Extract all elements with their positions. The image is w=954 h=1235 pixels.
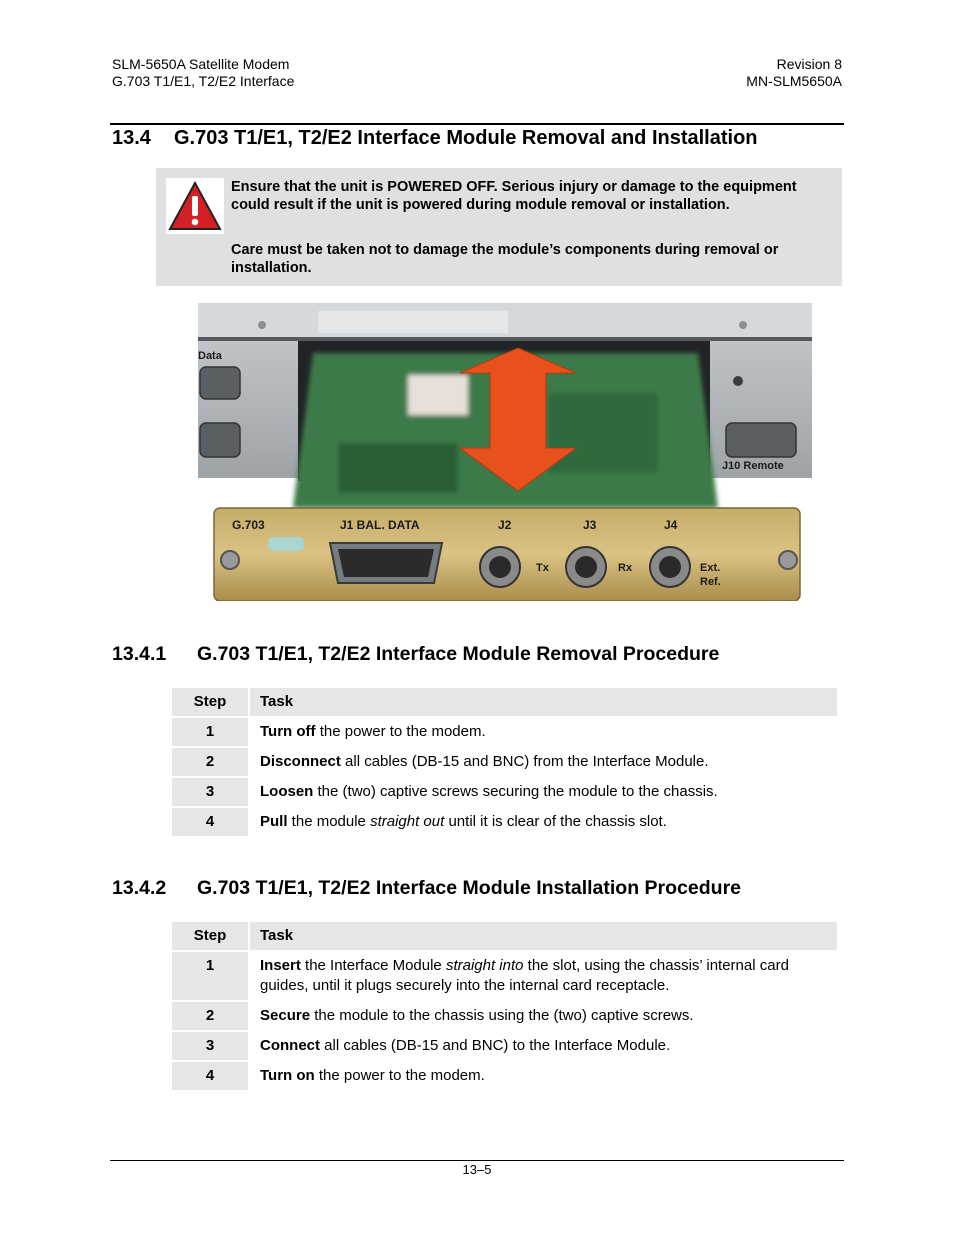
footer-rule xyxy=(110,1160,844,1161)
task-text: the module xyxy=(287,813,371,830)
status-led xyxy=(268,537,304,551)
panel-label-j2: J2 xyxy=(498,518,512,532)
table-row xyxy=(172,808,837,836)
task-text: the module to the chassis using the (two) captive screws. xyxy=(310,1007,694,1024)
removal-heading xyxy=(112,643,719,666)
page-number: 13–5 xyxy=(462,1162,492,1177)
task-action: Connect xyxy=(260,1037,320,1054)
header-rule xyxy=(110,123,844,125)
col-task-header: Task xyxy=(250,688,837,716)
warning-text-power: Ensure that the unit is POWERED OFF. Serious injury or damage to the equipment could result if the unit is powered during module removal or installation. xyxy=(231,179,797,213)
panel-label-j3: J3 xyxy=(583,518,597,532)
section-number: 13.4 xyxy=(112,127,151,149)
step-task xyxy=(250,1002,837,1030)
step-task xyxy=(250,748,837,776)
task-text: all cables (DB-15 and BNC) from the Interface Module. xyxy=(340,753,709,770)
removal-steps-table xyxy=(170,686,839,838)
installation-number: 13.4.2 xyxy=(112,877,167,899)
step-number: 3 xyxy=(172,778,248,806)
task-action: Disconnect xyxy=(260,753,341,770)
task-action: Secure xyxy=(260,1007,311,1024)
warning-text-care: Care must be taken not to damage the module’s components during removal or installation. xyxy=(231,242,779,276)
db9-connector-upper xyxy=(200,367,240,399)
task-emphasis: straight into xyxy=(445,957,524,974)
header-revision: Revision 8 xyxy=(776,56,842,72)
db9-connector-remote xyxy=(726,423,796,457)
step-task xyxy=(250,952,837,1000)
section-heading xyxy=(112,127,758,150)
panel-label-rx: Rx xyxy=(618,562,633,574)
step-number: 4 xyxy=(172,808,248,836)
installation-steps-table xyxy=(170,920,839,1092)
task-text: the Interface Module xyxy=(300,957,446,974)
task-emphasis: straight out xyxy=(370,813,445,830)
header-chapter: G.703 T1/E1, T2/E2 Interface xyxy=(112,73,295,89)
chassis-label-data: Data xyxy=(198,350,222,362)
step-number: 2 xyxy=(172,748,248,776)
db9-connector-lower xyxy=(200,423,240,457)
task-action: Insert xyxy=(260,957,301,974)
header-left xyxy=(112,56,294,90)
table-row xyxy=(172,1062,837,1090)
step-task xyxy=(250,1062,837,1090)
table-header-row xyxy=(172,688,837,716)
warning-triangle-icon xyxy=(166,178,224,234)
warning-box xyxy=(156,168,842,286)
chassis-label-remote: J10 Remote xyxy=(722,460,784,472)
panel-label-model: G.703 xyxy=(232,518,265,532)
table-row xyxy=(172,718,837,746)
task-text-rest: until it is clear of the chassis slot. xyxy=(444,813,667,830)
panel-label-ext: Ext. xyxy=(700,562,721,574)
panel-label-j4: J4 xyxy=(664,518,678,532)
table-row xyxy=(172,1002,837,1030)
col-task-header: Task xyxy=(250,922,837,950)
panel-label-j1: J1 BAL. DATA xyxy=(340,518,420,532)
task-text: the power to the modem. xyxy=(314,1067,485,1084)
table-row xyxy=(172,778,837,806)
header-right xyxy=(746,56,842,90)
step-task xyxy=(250,718,837,746)
step-number: 2 xyxy=(172,1002,248,1030)
table-header-row xyxy=(172,922,837,950)
module-photo xyxy=(198,303,812,601)
table-row xyxy=(172,748,837,776)
header-product: SLM-5650A Satellite Modem xyxy=(112,56,290,72)
step-number: 3 xyxy=(172,1032,248,1060)
task-text-rest: the slot, using the chassis’ internal card guides, until it plugs securely into the internal card receptacle. xyxy=(260,957,789,994)
table-row xyxy=(172,952,837,1000)
removal-title: G.703 T1/E1, T2/E2 Interface Module Removal Procedure xyxy=(197,643,720,665)
step-number: 1 xyxy=(172,952,248,1000)
task-text: the power to the modem. xyxy=(315,723,486,740)
step-number: 4 xyxy=(172,1062,248,1090)
captive-screw-right xyxy=(779,551,797,569)
task-action: Turn on xyxy=(260,1067,315,1084)
section-title: G.703 T1/E1, T2/E2 Interface Module Removal and Installation xyxy=(174,127,758,149)
step-number: 1 xyxy=(172,718,248,746)
installation-heading xyxy=(112,877,741,900)
col-step-header: Step xyxy=(172,688,248,716)
header-manual-number: MN-SLM5650A xyxy=(746,73,842,89)
step-task xyxy=(250,808,837,836)
task-text: all cables (DB-15 and BNC) to the Interface Module. xyxy=(320,1037,671,1054)
captive-screw-left xyxy=(221,551,239,569)
task-action: Turn off xyxy=(260,723,316,740)
installation-title: G.703 T1/E1, T2/E2 Interface Module Installation Procedure xyxy=(197,877,742,899)
task-text: the (two) captive screws securing the module to the chassis. xyxy=(313,783,718,800)
task-action: Pull xyxy=(260,813,288,830)
step-task xyxy=(250,1032,837,1060)
panel-label-ref: Ref. xyxy=(700,576,721,588)
table-row xyxy=(172,1032,837,1060)
panel-label-tx: Tx xyxy=(536,562,549,574)
step-task xyxy=(250,778,837,806)
removal-number: 13.4.1 xyxy=(112,643,167,665)
col-step-header: Step xyxy=(172,922,248,950)
task-action: Loosen xyxy=(260,783,314,800)
